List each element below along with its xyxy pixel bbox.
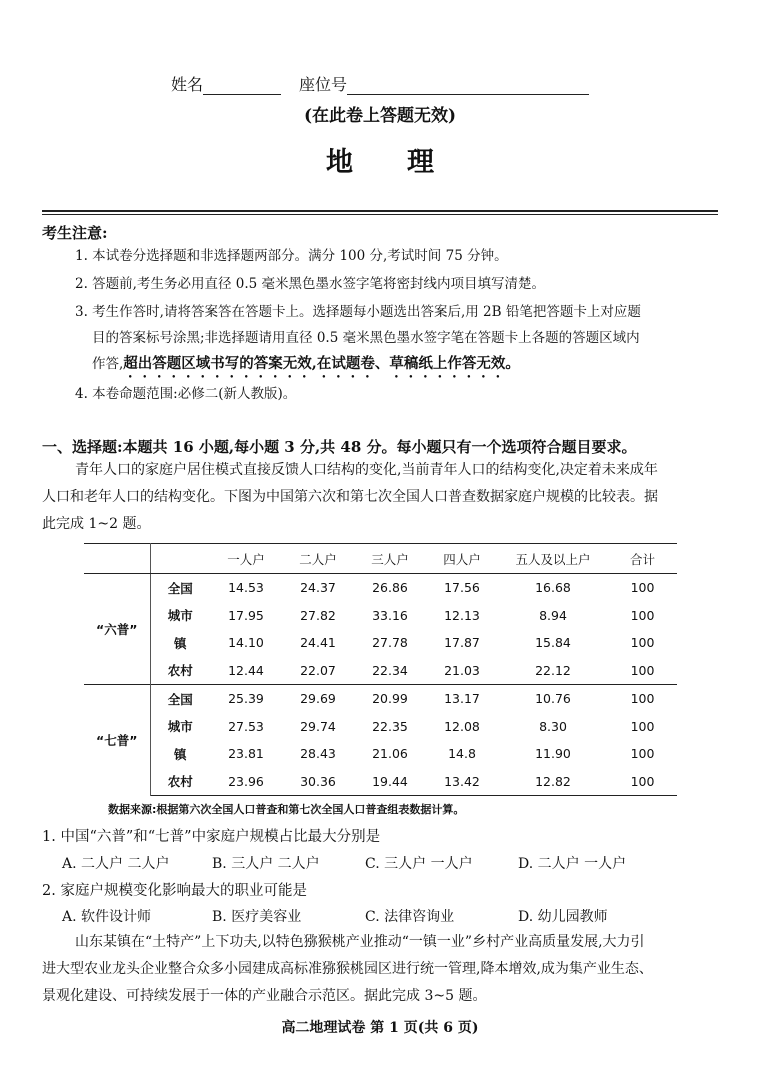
notes-heading: 考生注意:	[42, 224, 108, 242]
name-blank	[203, 77, 281, 95]
table-cell: 27.82	[300, 607, 336, 623]
passage-line: 进大型农业龙头企业整合众多小园建成高标准猕猴桃园区进行统一管理,降本增效,成为集产业生态、	[42, 961, 653, 977]
table-cell: 100	[630, 718, 655, 734]
table-cell: 10.76	[498, 685, 608, 713]
table-cell: 27.53	[228, 718, 264, 734]
table-cell: 8.94	[539, 607, 567, 623]
intro-paragraph-line: 此完成 1~2 题。	[42, 516, 151, 532]
table-row	[84, 740, 677, 768]
area-label: 镇	[173, 635, 187, 651]
area-label: 全国	[150, 574, 210, 602]
table-row	[84, 685, 677, 713]
question-stem: 1. 中国“六普”和“七普”中家庭户规模占比最大分别是	[42, 829, 381, 845]
table-row	[84, 602, 677, 630]
table-cell: 23.96	[210, 768, 282, 796]
table-cell: 13.42	[426, 768, 498, 796]
area-label: 城市	[167, 719, 193, 735]
note-item: 1. 本试卷分选择题和非选择题两部分。满分 100 分,考试时间 75 分钟。	[75, 248, 508, 264]
note-item: 目的答案标号涂黑;非选择题请用直径 0.5 毫米黑色墨水签字笔在答题卡上各题的答题区域内	[92, 330, 640, 346]
table-cell: 12.13	[444, 607, 480, 623]
column-header: 合计	[608, 544, 677, 574]
table-cell: 27.78	[372, 635, 408, 651]
subject-title: 地理	[326, 147, 488, 178]
table-cell: 30.36	[282, 768, 354, 796]
household-size-table	[84, 543, 677, 796]
area-label: 全国	[150, 685, 210, 713]
table-cell: 24.37	[282, 574, 354, 602]
table-cell: 22.07	[300, 662, 336, 678]
area-label: 城市	[167, 608, 193, 624]
table-cell: 23.81	[228, 746, 264, 762]
seat-label: 座位号	[299, 75, 348, 94]
column-header: 二人户	[282, 544, 354, 574]
table-cell: 19.44	[354, 768, 426, 796]
note-item: 3. 考生作答时,请将答案答在答题卡上。选择题每小题选出答案后,用 2B 铅笔把答题卡上对应题	[75, 304, 641, 320]
table-cell: 12.82	[498, 768, 608, 796]
table-cell: 11.90	[535, 746, 571, 762]
table-cell: 22.12	[535, 662, 571, 678]
passage-line: 景观化建设、可持续发展于一体的产业融合示范区。据此完成 3~5 题。	[42, 988, 487, 1004]
name-label: 姓名	[170, 75, 203, 94]
answer-option: B. 三人户 二人户	[212, 856, 320, 872]
table-cell: 100	[630, 746, 655, 762]
table-cell: 100	[608, 574, 677, 602]
table-cell: 25.39	[210, 685, 282, 713]
passage-line: 山东某镇在“土特产”上下功夫,以特色猕猴桃产业推动“一镇一业”乡村产业高质量发展,大力引	[75, 934, 645, 950]
answer-option: C. 三人户 一人户	[365, 856, 473, 872]
divider-rule	[42, 210, 718, 212]
question-stem: 2. 家庭户规模变化影响最大的职业可能是	[42, 883, 307, 899]
table-cell: 12.44	[228, 662, 264, 678]
candidate-info-line	[0, 72, 760, 95]
table-cell: 20.99	[354, 685, 426, 713]
area-label: 镇	[173, 746, 187, 762]
table-cell: 15.84	[535, 635, 571, 651]
area-label: 农村	[150, 768, 210, 796]
table-cell: 26.86	[354, 574, 426, 602]
column-header: 四人户	[426, 544, 498, 574]
table-corner-cell	[84, 544, 150, 574]
table-cell: 100	[608, 768, 677, 796]
census-group-label: “六普”	[84, 574, 150, 685]
table-row	[84, 574, 677, 602]
table-cell: 14.8	[448, 746, 476, 762]
table-cell: 13.17	[426, 685, 498, 713]
table-cell: 33.16	[372, 607, 408, 623]
table-cell: 12.08	[444, 718, 480, 734]
table-row	[84, 713, 677, 741]
column-header: 三人户	[354, 544, 426, 574]
answer-option: D. 二人户 一人户	[518, 856, 627, 872]
table-cell: 17.87	[444, 635, 480, 651]
page-footer: 高二地理试卷 第 1 页(共 6 页)	[281, 1020, 479, 1036]
answer-option: A. 软件设计师	[62, 909, 152, 925]
column-header: 五人及以上户	[498, 544, 608, 574]
table-cell: 22.35	[372, 718, 408, 734]
area-label: 农村	[167, 663, 193, 679]
table-cell: 17.95	[228, 607, 264, 623]
table-cell: 100	[630, 635, 655, 651]
intro-paragraph-line: 青年人口的家庭户居住模式直接反馈人口结构的变化,当前青年人口的结构变化,决定着未来成年	[75, 462, 658, 478]
table-row	[84, 629, 677, 657]
table-cell: 8.30	[539, 718, 567, 734]
answer-option: B. 医疗美容业	[212, 909, 302, 925]
column-header: 一人户	[210, 544, 282, 574]
table-cell: 17.56	[426, 574, 498, 602]
table-cell: 24.41	[300, 635, 336, 651]
table-source-note: 数据来源:根据第六次全国人口普查和第七次全国人口普查组表数据计算。	[108, 803, 465, 816]
table-row	[84, 768, 677, 796]
table-cell: 29.74	[300, 718, 336, 734]
table-header-row	[84, 544, 677, 574]
table-cell: 28.43	[300, 746, 336, 762]
table-cell: 100	[608, 685, 677, 713]
note-text: 作答,	[92, 356, 124, 372]
divider-rule	[42, 214, 718, 215]
table-cell: 21.03	[444, 662, 480, 678]
note-item: 2. 答题前,考生务必用直径 0.5 毫米黑色墨水签字笔将密封线内项目填写清楚。	[75, 276, 546, 292]
table-cell: 100	[630, 607, 655, 623]
table-cell: 29.69	[282, 685, 354, 713]
notice-banner: (在此卷上答题无效)	[303, 106, 457, 126]
table-cell: 21.06	[372, 746, 408, 762]
note-item: 4. 本卷命题范围:必修二(新人教版)。	[75, 386, 297, 402]
table-corner-cell	[150, 544, 210, 574]
intro-paragraph-line: 人口和老年人口的结构变化。下图为中国第六次和第七次全国人口普查数据家庭户规模的比较表。据	[42, 489, 658, 505]
note-emphasis: 超出答题区域书写的答案无效,在试题卷、草稿纸上作答无效。	[123, 355, 520, 372]
answer-option: A. 二人户 二人户	[62, 856, 170, 872]
table-cell: 14.53	[210, 574, 282, 602]
answer-option: C. 法律咨询业	[365, 909, 455, 925]
table-cell: 16.68	[498, 574, 608, 602]
table-row	[84, 657, 677, 685]
section-heading: 一、选择题:本题共 16 小题,每小题 3 分,共 48 分。每小题只有一个选项符合题目要求。	[42, 438, 637, 456]
note-item	[92, 354, 520, 381]
table-cell: 14.10	[228, 635, 264, 651]
census-group-label: “七普”	[84, 685, 150, 796]
seat-blank	[347, 77, 589, 95]
table-cell: 22.34	[372, 662, 408, 678]
answer-option: D. 幼儿园教师	[518, 909, 608, 925]
table-cell: 100	[630, 662, 655, 678]
